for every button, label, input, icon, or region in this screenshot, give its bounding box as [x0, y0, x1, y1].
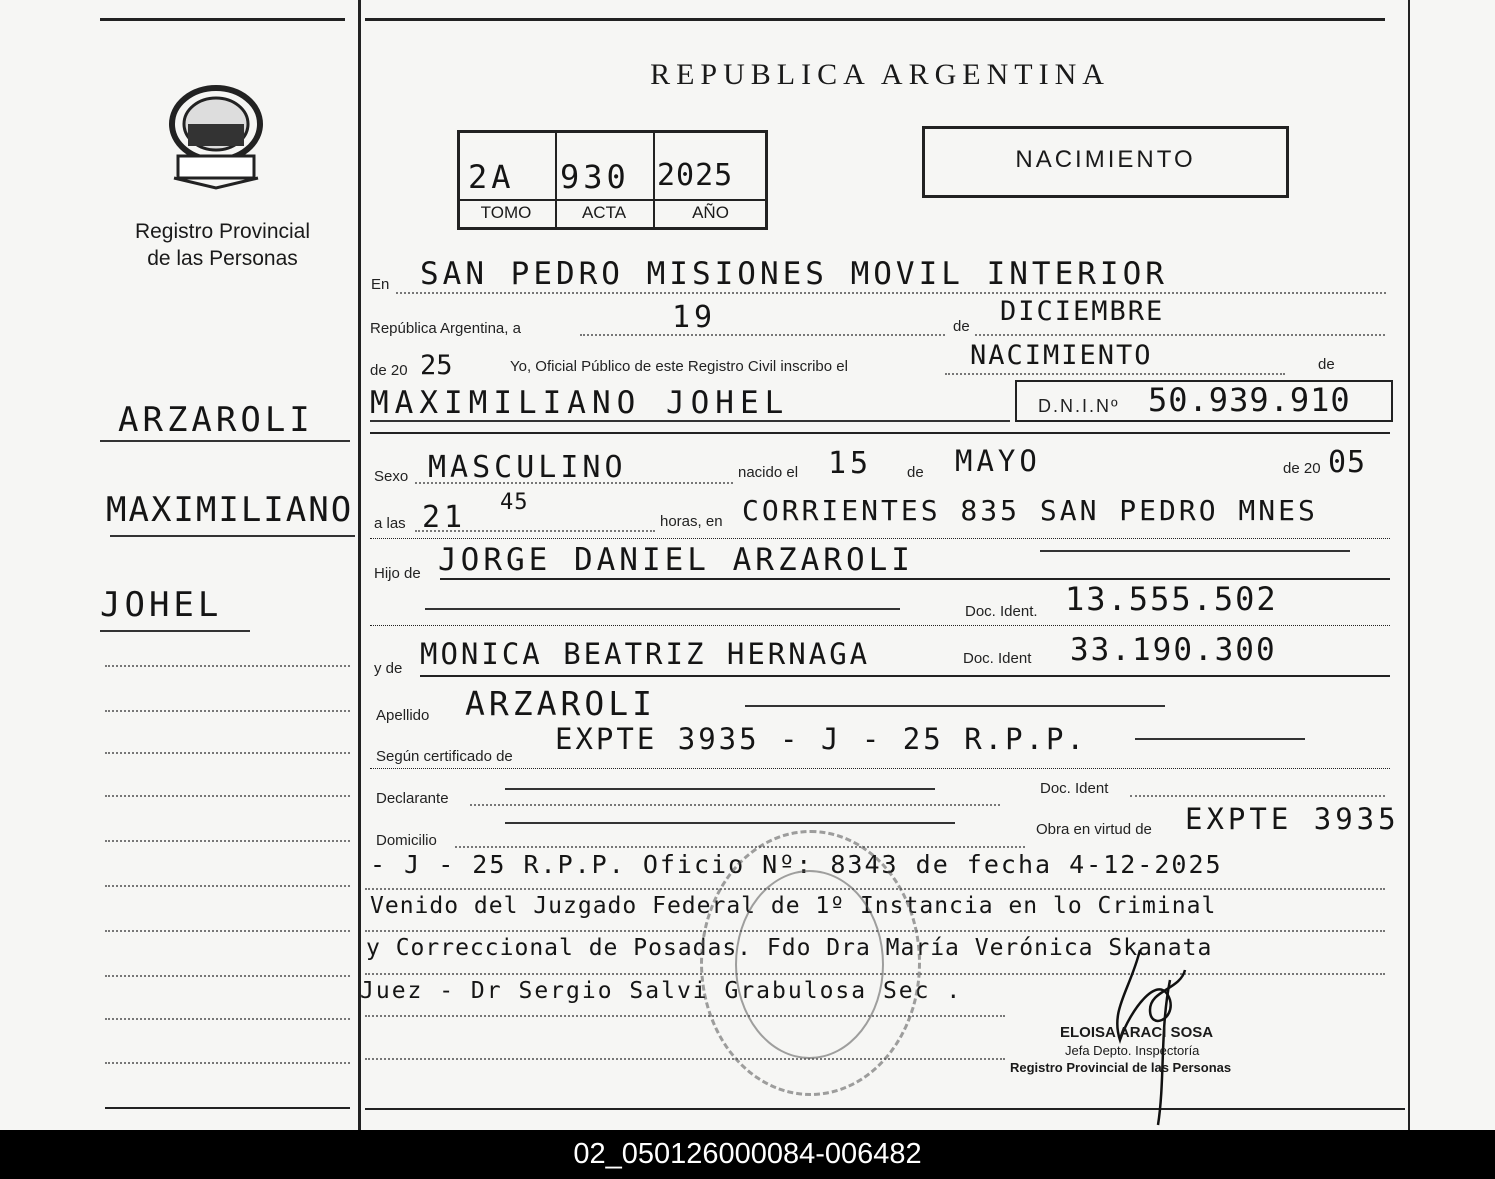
de-label-3: de — [907, 464, 924, 481]
tomo-value: 2A — [468, 158, 515, 196]
obra-value: EXPTE 3935 — [1185, 802, 1400, 836]
child-name-rule — [370, 420, 1010, 422]
republica-label: República Argentina, a — [370, 320, 521, 337]
anio-label: AÑO — [692, 203, 729, 222]
hijo-label: Hijo de — [374, 565, 421, 582]
act-type-title: NACIMIENTO — [1015, 146, 1196, 173]
top-rule-left — [100, 18, 345, 21]
margin-dots-5 — [105, 840, 350, 842]
day-value: 19 — [672, 300, 717, 335]
section-rule-1 — [370, 432, 1390, 434]
signer-title: Jefa Depto. Inspectoría — [1065, 1043, 1200, 1058]
year-prefix: de 20 — [370, 362, 408, 379]
acta-value: 930 — [560, 158, 630, 196]
doc-ident-label-3: Doc. Ident — [1040, 780, 1109, 797]
month-dots — [975, 334, 1385, 336]
bottom-rule-left — [105, 1107, 350, 1109]
country-title: REPUBLICA ARGENTINA — [650, 58, 1110, 91]
margin-dots-3 — [105, 752, 350, 754]
act-dots — [945, 373, 1285, 375]
certificado-value: EXPTE 3935 - J - 25 R.P.P. — [555, 722, 1087, 756]
domicilio-label: Domicilio — [376, 832, 437, 849]
right-border — [1408, 0, 1410, 1130]
margin-rule-2 — [110, 535, 355, 537]
hour-value: 21 — [422, 500, 467, 535]
father-tail-rule — [1040, 550, 1350, 552]
declarante-dots — [470, 804, 1000, 806]
sexo-value: MASCULINO — [428, 450, 627, 485]
birth-place-value: CORRIENTES 835 SAN PEDRO MNES — [742, 494, 1318, 527]
margin-dots-6 — [105, 885, 350, 887]
margin-surname: ARZAROLI — [118, 400, 314, 440]
birth-month-value: MAYO — [955, 444, 1041, 478]
a-las-label: a las — [374, 515, 406, 532]
margin-rule-3 — [100, 630, 250, 632]
anio-value: 2025 — [657, 158, 734, 193]
obs-line-4: Juez - Dr Sergio Salvi Grabulosa Sec . — [360, 978, 963, 1004]
margin-dots-9 — [105, 1018, 350, 1020]
document-code-footer: 02_050126000084-006482 — [0, 1130, 1495, 1179]
en-dots — [396, 292, 1386, 294]
nacido-label: nacido el — [738, 464, 799, 481]
horas-label: horas, en — [660, 513, 723, 530]
month-value: DICIEMBRE — [1000, 296, 1165, 327]
bottom-rule-right — [365, 1108, 1405, 1110]
father-doc-blank-rule — [425, 608, 900, 610]
margin-name2: JOHEL — [100, 585, 223, 625]
de-label-2: de — [1318, 356, 1335, 373]
declarante-rule — [505, 788, 935, 790]
certificado-tail-rule — [1135, 738, 1305, 740]
top-rule-right — [365, 18, 1385, 21]
act-value: NACIMIENTO — [970, 340, 1153, 371]
mother-value: MONICA BEATRIZ HERNAGA — [420, 637, 871, 671]
certificado-label: Según certificado de — [376, 748, 513, 765]
official-stamp-inner-icon — [735, 870, 884, 1059]
section-rule-4 — [370, 625, 1390, 626]
signer-name: ELOISA ARACI SOSA — [1060, 1024, 1214, 1041]
dni-label: D.N.I.Nº — [1038, 396, 1120, 416]
father-value: JORGE DANIEL ARZAROLI — [438, 542, 914, 578]
obra-label: Obra en virtud de — [1036, 821, 1152, 838]
doc-ident-label-1: Doc. Ident. — [965, 603, 1038, 620]
obs-dots-5 — [365, 1058, 1005, 1060]
left-column-divider — [358, 0, 361, 1130]
officer-text: Yo, Oficial Público de este Registro Civil inscribo el — [510, 358, 848, 375]
en-label: En — [371, 276, 390, 293]
mother-doc-value: 33.190.300 — [1070, 632, 1277, 668]
margin-rule-1 — [100, 440, 350, 442]
margin-dots-7 — [105, 930, 350, 932]
obs-line-3: y Correccional de Posadas. Fdo Dra María Verónica Skanata — [366, 935, 1213, 961]
apellido-tail-rule — [745, 705, 1165, 707]
minutes-value: 45 — [500, 490, 529, 515]
section-rule-6 — [370, 768, 1390, 769]
apellido-label: Apellido — [376, 707, 430, 724]
de-label: de — [953, 318, 970, 335]
margin-dots-2 — [105, 710, 350, 712]
signer-org: Registro Provincial de las Personas — [1010, 1060, 1232, 1075]
org-name-line1: Registro Provincial — [134, 220, 311, 243]
obs-line-2: Venido del Juzgado Federal de 1º Instancia en lo Criminal — [370, 893, 1217, 919]
y-de-label: y de — [374, 660, 403, 677]
org-name-line2: de las Personas — [147, 247, 298, 270]
section-rule-2 — [370, 538, 1390, 539]
birth-year-prefix: de 20 — [1283, 460, 1321, 477]
father-doc-value: 13.555.502 — [1065, 580, 1278, 618]
obs-line-1: - J - 25 R.P.P. Oficio Nº: 8343 de fecha 4-12-2025 — [370, 850, 1223, 879]
declarante-label: Declarante — [376, 790, 449, 807]
margin-dots-8 — [105, 975, 350, 977]
margin-dots-10 — [105, 1062, 350, 1064]
doc-ident-label-2: Doc. Ident — [963, 650, 1032, 667]
sexo-label: Sexo — [374, 468, 409, 485]
margin-dots-1 — [105, 665, 350, 667]
child-name-value: MAXIMILIANO JOHEL — [370, 385, 790, 421]
place-value: SAN PEDRO MISIONES MOVIL INTERIOR — [420, 256, 1168, 292]
day-dots — [580, 334, 945, 336]
declarante-doc-dots — [1130, 795, 1385, 797]
year-suffix-value: 25 — [420, 350, 453, 381]
section-rule-5 — [420, 675, 1390, 677]
birth-day-value: 15 — [828, 446, 873, 481]
margin-name1: MAXIMILIANO — [106, 490, 354, 530]
margin-dots-4 — [105, 795, 350, 797]
domicilio-dots — [455, 846, 1025, 848]
domicilio-rule — [505, 822, 955, 824]
birth-year-suffix: 05 — [1328, 445, 1367, 480]
dni-value: 50.939.910 — [1148, 381, 1351, 419]
acta-label: ACTA — [581, 203, 627, 222]
tomo-label: TOMO — [480, 203, 532, 222]
apellido-value: ARZAROLI — [465, 684, 656, 723]
record-label-rule — [457, 199, 768, 201]
misiones-seal-icon — [166, 84, 266, 194]
